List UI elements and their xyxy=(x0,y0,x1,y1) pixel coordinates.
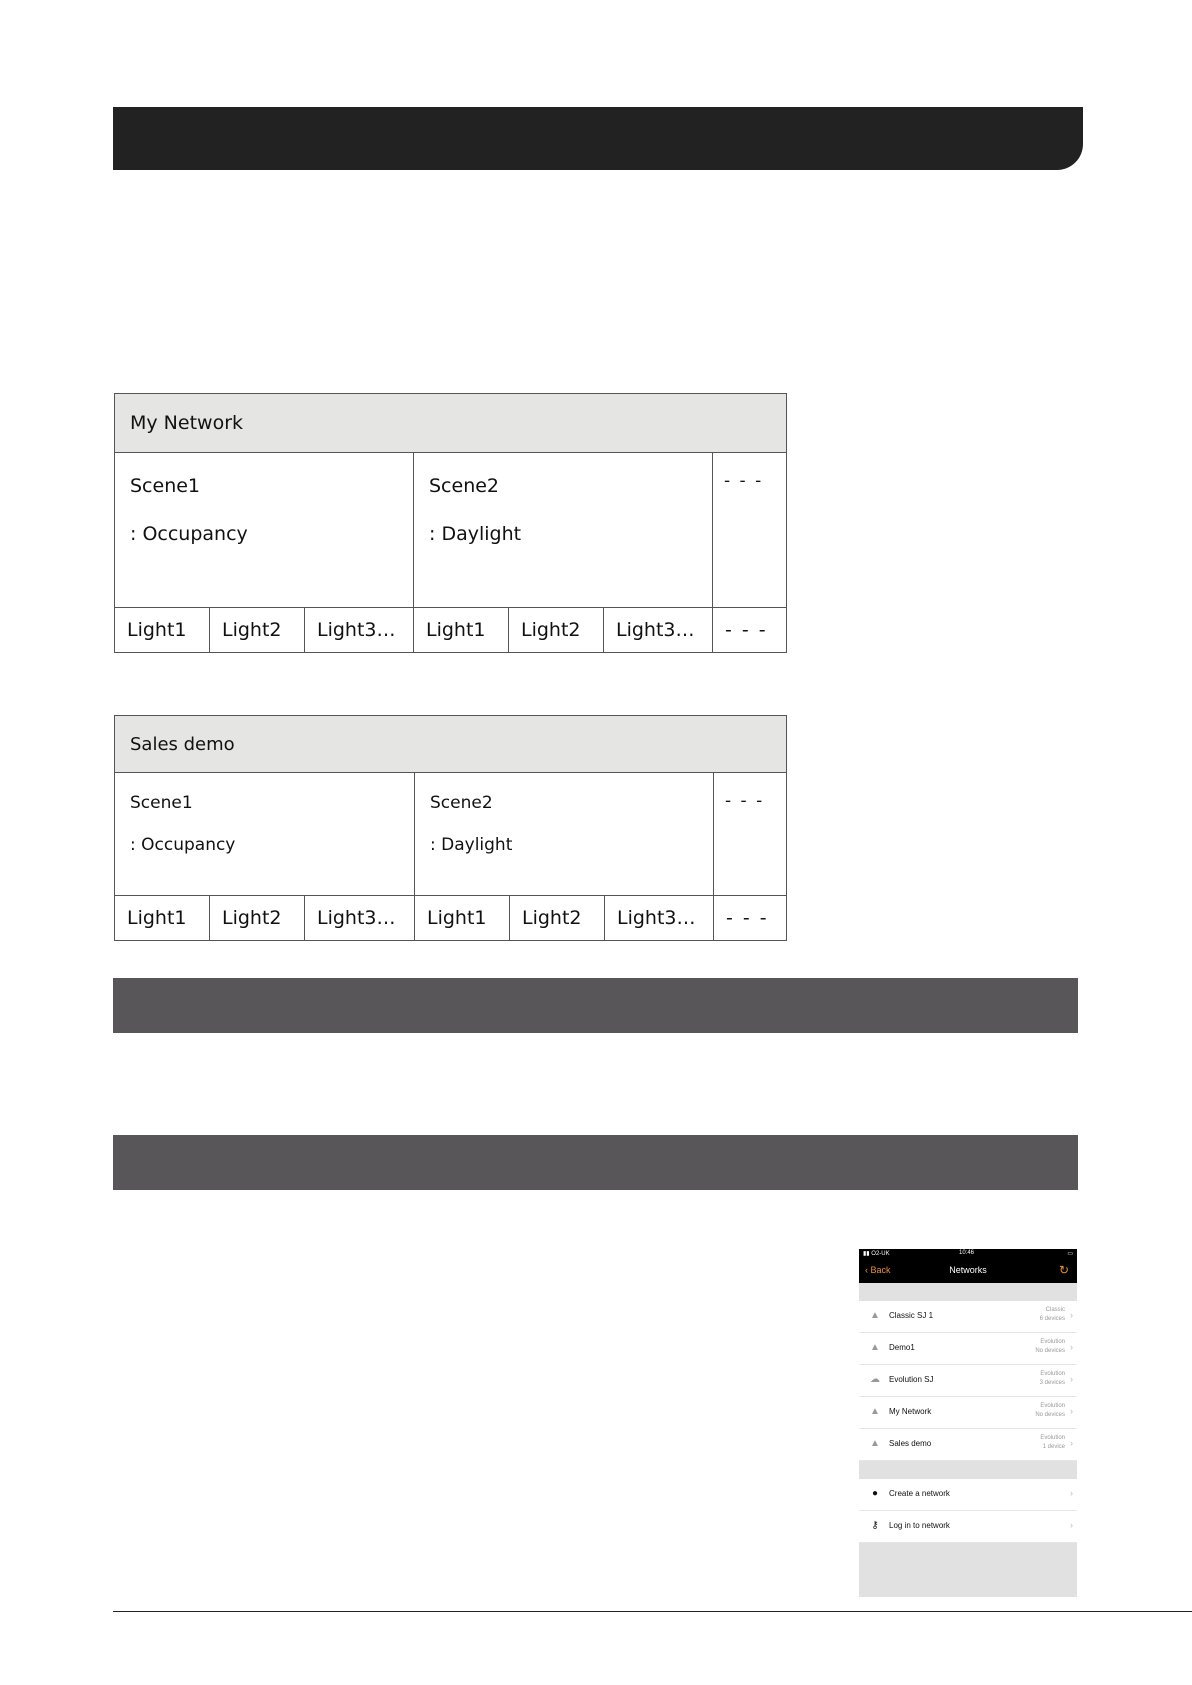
scene-cell xyxy=(415,773,714,896)
light-cell: Light2 xyxy=(210,608,305,653)
chevron-right-icon: › xyxy=(1070,1520,1073,1530)
network-meta xyxy=(1040,1306,1065,1324)
chevron-right-icon: › xyxy=(1070,1406,1073,1416)
scene-type: : Daylight xyxy=(430,835,513,855)
create-network-button[interactable] xyxy=(859,1479,1077,1511)
key-icon: ⚷ xyxy=(871,1520,879,1531)
refresh-icon[interactable]: ↻ xyxy=(1058,1263,1069,1277)
action-label: Log in to network xyxy=(889,1521,950,1530)
action-label: Create a network xyxy=(889,1489,950,1498)
network-list-item[interactable] xyxy=(859,1301,1077,1333)
network-name: Sales demo xyxy=(889,1439,932,1448)
cloud-icon: ☁ xyxy=(870,1374,880,1385)
chevron-right-icon: › xyxy=(1070,1342,1073,1352)
network-meta xyxy=(1040,1370,1065,1388)
network-title: My Network xyxy=(115,394,787,453)
more-lights: - - - xyxy=(713,608,787,653)
network-list-item[interactable] xyxy=(859,1365,1077,1397)
network-name: Classic SJ 1 xyxy=(889,1311,934,1320)
scene-name: Scene1 xyxy=(130,475,201,497)
empty-area xyxy=(859,1543,1077,1597)
scene-type: : Daylight xyxy=(429,523,522,545)
triangle-icon: ▲ xyxy=(870,1406,880,1417)
device-count: 3 devices xyxy=(1039,1380,1065,1386)
scene-name: Scene2 xyxy=(429,475,500,497)
footer-rule xyxy=(113,1611,1192,1612)
section-gap xyxy=(859,1283,1077,1301)
more-scenes: - - - xyxy=(713,453,787,608)
light-cell: Light2 xyxy=(509,608,604,653)
scene-cell xyxy=(115,453,414,608)
light-cell: Light1 xyxy=(115,896,210,941)
network-type: Classic xyxy=(1045,1307,1065,1313)
network-list-item[interactable] xyxy=(859,1397,1077,1429)
triangle-icon: ▲ xyxy=(870,1342,880,1353)
scene-type: : Occupancy xyxy=(130,835,236,855)
status-bar xyxy=(859,1249,1077,1259)
scene-cell xyxy=(414,453,713,608)
device-count: 1 device xyxy=(1042,1444,1065,1450)
plus-circle-icon: ● xyxy=(871,1488,879,1499)
more-lights: - - - xyxy=(714,896,787,941)
network-name: Evolution SJ xyxy=(889,1375,934,1384)
network-meta xyxy=(1035,1338,1065,1356)
device-count: No devices xyxy=(1035,1348,1065,1354)
triangle-icon: ▲ xyxy=(870,1438,880,1449)
scene-name: Scene2 xyxy=(430,793,493,813)
network-type: Evolution xyxy=(1040,1339,1065,1345)
network-table-my-network xyxy=(114,393,787,653)
section-bar xyxy=(113,978,1078,1033)
network-list-item[interactable] xyxy=(859,1429,1077,1461)
phone-screenshot xyxy=(859,1249,1077,1597)
header-bar xyxy=(113,107,1083,170)
back-label: Back xyxy=(870,1265,891,1275)
clock-label: 10:46 xyxy=(959,1250,975,1256)
carrier-label: ▮▮ O2-UK xyxy=(863,1251,890,1257)
chevron-right-icon: › xyxy=(1070,1374,1073,1384)
triangle-icon: ▲ xyxy=(870,1310,880,1321)
screen-title: Networks xyxy=(949,1265,987,1275)
more-scenes: - - - xyxy=(714,773,787,896)
light-cell: Light3… xyxy=(604,608,713,653)
network-type: Evolution xyxy=(1040,1403,1065,1409)
light-cell: Light1 xyxy=(115,608,210,653)
network-type: Evolution xyxy=(1040,1371,1065,1377)
network-type: Evolution xyxy=(1040,1435,1065,1441)
chevron-right-icon: › xyxy=(1070,1438,1073,1448)
device-count: No devices xyxy=(1035,1412,1065,1418)
light-cell: Light1 xyxy=(414,608,509,653)
scene-name: Scene1 xyxy=(130,793,193,813)
login-network-button[interactable] xyxy=(859,1511,1077,1543)
section-bar xyxy=(113,1135,1078,1190)
network-meta xyxy=(1040,1434,1065,1452)
light-cell: Light3… xyxy=(605,896,714,941)
nav-bar xyxy=(859,1259,1077,1283)
chevron-left-icon: ‹ xyxy=(865,1265,868,1275)
light-cell: Light3… xyxy=(305,896,415,941)
chevron-right-icon: › xyxy=(1070,1488,1073,1498)
carrier-text: O2-UK xyxy=(871,1251,890,1257)
device-count: 6 devices xyxy=(1039,1316,1065,1322)
scene-type: : Occupancy xyxy=(130,523,248,545)
light-cell: Light3… xyxy=(305,608,414,653)
chevron-right-icon: › xyxy=(1070,1310,1073,1320)
scene-cell xyxy=(115,773,415,896)
section-gap xyxy=(859,1461,1077,1479)
light-cell: Light2 xyxy=(510,896,605,941)
light-cell: Light1 xyxy=(415,896,510,941)
network-table-sales-demo xyxy=(114,715,787,941)
network-meta xyxy=(1035,1402,1065,1420)
network-name: My Network xyxy=(889,1407,932,1416)
network-title: Sales demo xyxy=(115,716,787,773)
network-name: Demo1 xyxy=(889,1343,915,1352)
light-cell: Light2 xyxy=(210,896,305,941)
network-list-item[interactable] xyxy=(859,1333,1077,1365)
battery-icon: ▭ xyxy=(1067,1251,1073,1257)
